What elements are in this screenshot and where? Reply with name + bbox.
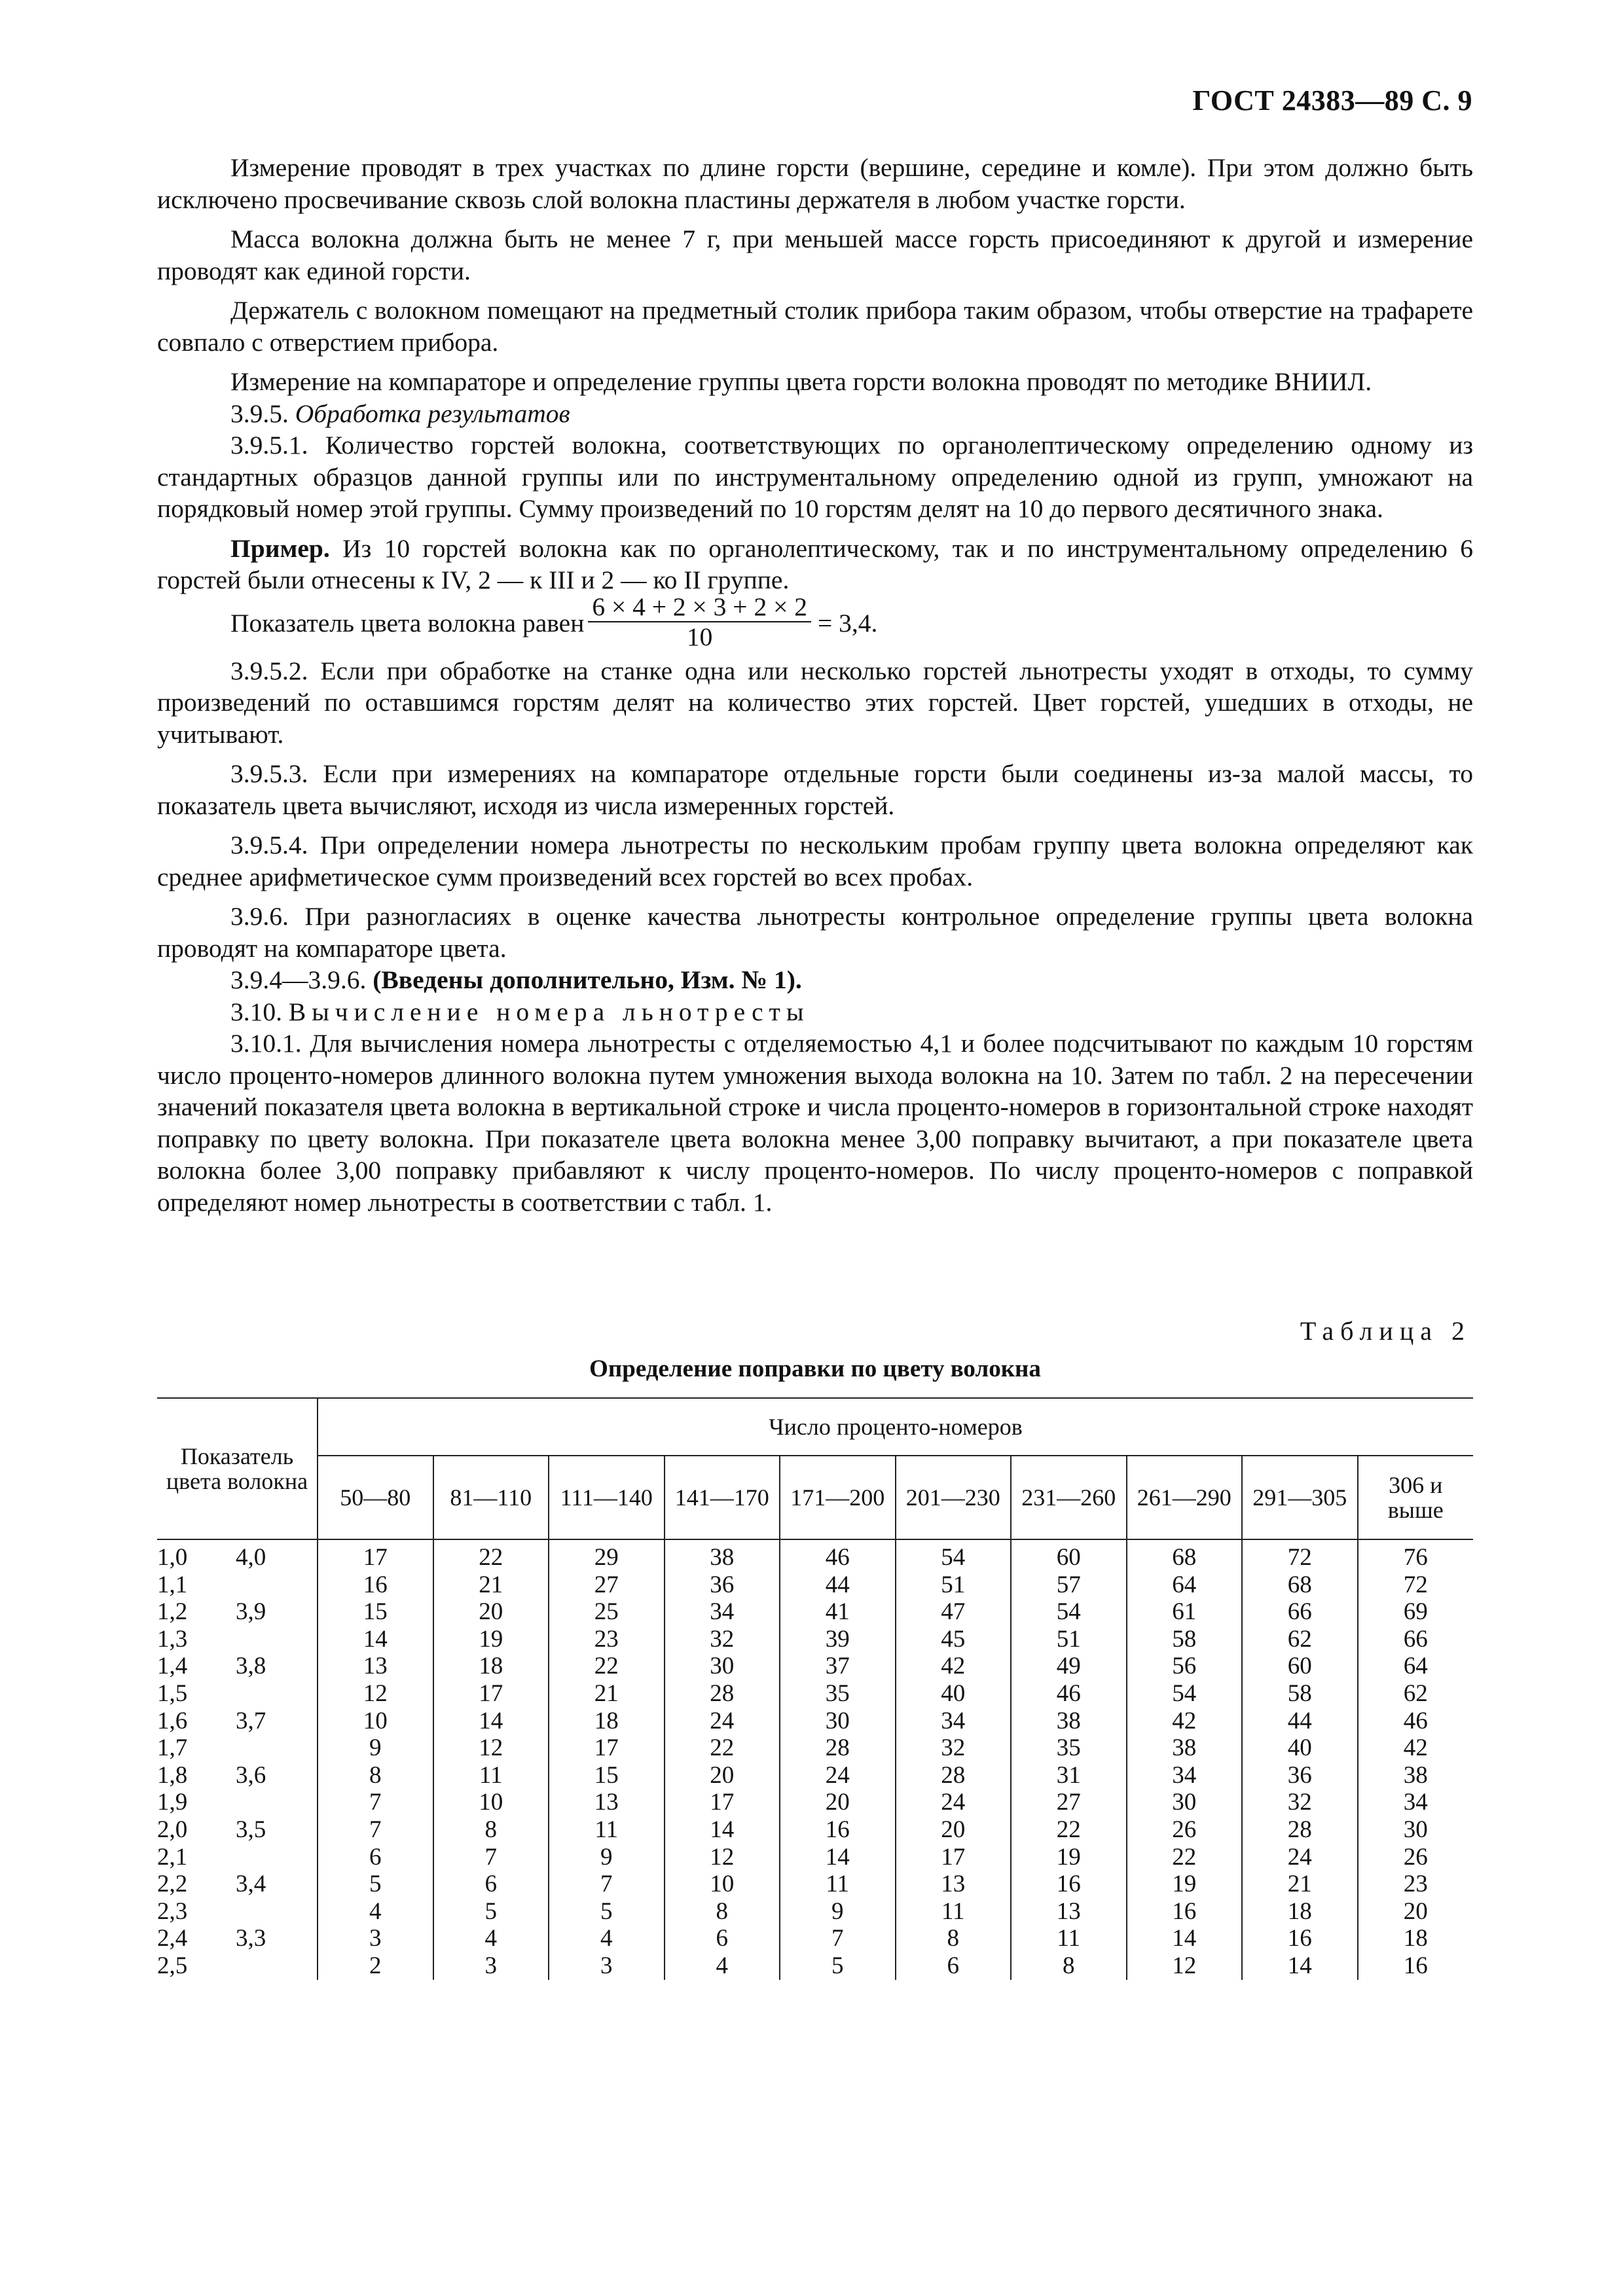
correction-value: 18 (1358, 1925, 1474, 1952)
correction-value: 54 (1127, 1680, 1243, 1708)
correction-value: 20 (665, 1762, 780, 1789)
section-title: Обработка результатов (295, 399, 570, 428)
correction-value: 32 (1242, 1789, 1358, 1816)
color-index: 1,8 (157, 1761, 188, 1789)
correction-value: 32 (665, 1626, 780, 1653)
correction-value: 45 (896, 1626, 1012, 1653)
correction-value: 47 (896, 1598, 1012, 1626)
correction-value: 22 (1011, 1816, 1127, 1844)
correction-value: 18 (1242, 1898, 1358, 1926)
paragraph: 3.9.5.3. Если при измерениях на компараторе отдельные горсти были соединены из-за малой массы, то показатель цвета вычисляют, исходя из числа измеренных горстей. (157, 759, 1473, 820)
paragraph: 3.9.5.4. При определении номера льнотресты по нескольким пробам группу цвета волокна определяют как среднее арифметическое сумм произведений всех горстей во всех пробах. (157, 831, 1473, 891)
color-index-alt: 3,6 (236, 1761, 266, 1789)
correction-value: 42 (1127, 1708, 1243, 1735)
correction-value: 13 (318, 1653, 433, 1680)
correction-value: 6 (318, 1844, 433, 1871)
correction-value: 12 (433, 1734, 549, 1762)
correction-value: 26 (1358, 1844, 1474, 1871)
correction-value: 24 (1242, 1844, 1358, 1871)
correction-value: 17 (665, 1789, 780, 1816)
color-index: 2,3 (157, 1897, 188, 1925)
color-correction-table (157, 1397, 1473, 1980)
amendment-note (157, 964, 1473, 996)
correction-value: 23 (549, 1626, 665, 1653)
correction-value: 16 (318, 1571, 433, 1599)
correction-value: 51 (1011, 1626, 1127, 1653)
column-header: 111—140 (549, 1456, 665, 1539)
correction-value: 26 (1127, 1816, 1243, 1844)
correction-value: 62 (1242, 1626, 1358, 1653)
correction-value: 7 (318, 1789, 433, 1816)
correction-value: 19 (1127, 1871, 1243, 1898)
example-label: Пример. (230, 533, 330, 563)
table-row (157, 1571, 1473, 1599)
color-index: 2,1 (157, 1843, 188, 1871)
color-index: 1,0 (157, 1544, 188, 1571)
table-row (157, 1844, 1473, 1871)
table-row (157, 1626, 1473, 1653)
correction-value: 8 (896, 1925, 1012, 1952)
color-index: 1,5 (157, 1679, 188, 1707)
color-index: 2,2 (157, 1871, 188, 1898)
correction-value: 58 (1242, 1680, 1358, 1708)
correction-value: 22 (433, 1539, 549, 1571)
correction-value: 8 (433, 1816, 549, 1844)
color-index: 1,7 (157, 1734, 188, 1762)
color-index-cell (157, 1708, 318, 1735)
correction-value: 36 (1242, 1762, 1358, 1789)
color-index-cell (157, 1734, 318, 1762)
correction-value: 35 (780, 1680, 896, 1708)
color-index-cell (157, 1539, 318, 1571)
correction-value: 3 (318, 1925, 433, 1952)
correction-value: 14 (780, 1844, 896, 1871)
correction-value: 69 (1358, 1598, 1474, 1626)
correction-value: 13 (1011, 1898, 1127, 1926)
correction-value: 18 (433, 1653, 549, 1680)
correction-value: 28 (1242, 1816, 1358, 1844)
paragraph: Держатель с волокном помещают на предметный столик прибора таким образом, чтобы отверстие на трафарете совпало с отверстием прибора. (157, 296, 1473, 357)
correction-value: 56 (1127, 1653, 1243, 1680)
paragraph: Измерение на компараторе и определение группы цвета горсти волокна проводят по методике ВНИИЛ. (230, 367, 1372, 396)
correction-value: 9 (780, 1898, 896, 1926)
color-index-cell (157, 1762, 318, 1789)
correction-value: 72 (1242, 1539, 1358, 1571)
correction-value: 8 (1011, 1952, 1127, 1980)
page-header: ГОСТ 24383—89 С. 9 (1192, 84, 1472, 117)
table-row (157, 1708, 1473, 1735)
table-row (157, 1952, 1473, 1980)
table-row (157, 1680, 1473, 1708)
correction-value: 27 (1011, 1789, 1127, 1816)
table-label: Таблица 2 (1300, 1316, 1471, 1346)
correction-value: 7 (780, 1925, 896, 1952)
correction-value: 5 (318, 1871, 433, 1898)
color-index-cell (157, 1789, 318, 1816)
paragraph: 3.9.5.2. Если при обработке на станке одна или несколько горстей льнотресты уходят в отходы, то сумму произведений по оставшимся горстям делят на количество этих горстей. Цвет горстей, ушедших в отходы, не учитывают. (157, 656, 1473, 749)
correction-value: 4 (549, 1925, 665, 1952)
correction-value: 17 (318, 1539, 433, 1571)
correction-value: 11 (1011, 1925, 1127, 1952)
correction-value: 35 (1011, 1734, 1127, 1762)
correction-value: 72 (1358, 1571, 1474, 1599)
correction-value: 29 (549, 1539, 665, 1571)
correction-value: 46 (1011, 1680, 1127, 1708)
color-index-cell (157, 1626, 318, 1653)
correction-value: 28 (780, 1734, 896, 1762)
correction-value: 64 (1358, 1653, 1474, 1680)
correction-value: 20 (896, 1816, 1012, 1844)
correction-value: 30 (665, 1653, 780, 1680)
correction-value: 42 (896, 1653, 1012, 1680)
correction-value: 68 (1127, 1539, 1243, 1571)
correction-value: 5 (433, 1898, 549, 1926)
example-text: Из 10 горстей волокна как по органолептическому, так и по инструментальному определению 6 горстей были отнесены к IV, 2 — к III и 2 — ко II группе. (157, 533, 1473, 594)
correction-value: 54 (1011, 1598, 1127, 1626)
correction-value: 6 (896, 1952, 1012, 1980)
table-row (157, 1789, 1473, 1816)
correction-value: 44 (780, 1571, 896, 1599)
correction-value: 46 (1358, 1708, 1474, 1735)
correction-value: 30 (780, 1708, 896, 1735)
section-number: 3.9.5. (230, 399, 295, 428)
correction-value: 4 (318, 1898, 433, 1926)
section-heading (157, 996, 1473, 1028)
column-header: 171—200 (780, 1456, 896, 1539)
correction-value: 38 (1011, 1708, 1127, 1735)
color-index: 1,4 (157, 1653, 188, 1680)
correction-value: 40 (1242, 1734, 1358, 1762)
correction-value: 36 (665, 1571, 780, 1599)
correction-value: 22 (549, 1653, 665, 1680)
color-index: 1,1 (157, 1571, 188, 1598)
body-text (157, 152, 1473, 1218)
table-row (157, 1816, 1473, 1844)
color-index-cell (157, 1871, 318, 1898)
correction-value: 31 (1011, 1762, 1127, 1789)
table-row (157, 1653, 1473, 1680)
table-row (157, 1734, 1473, 1762)
table-row (157, 1539, 1473, 1571)
correction-value: 38 (1127, 1734, 1243, 1762)
correction-value: 9 (549, 1844, 665, 1871)
color-index: 2,5 (157, 1952, 188, 1979)
correction-value: 7 (433, 1844, 549, 1871)
correction-value: 19 (433, 1626, 549, 1653)
column-header: 81—110 (433, 1456, 549, 1539)
correction-value: 10 (433, 1789, 549, 1816)
correction-value: 34 (665, 1598, 780, 1626)
correction-value: 13 (549, 1789, 665, 1816)
correction-value: 5 (780, 1952, 896, 1980)
correction-value: 34 (896, 1708, 1012, 1735)
correction-value: 17 (549, 1734, 665, 1762)
correction-value: 11 (896, 1898, 1012, 1926)
color-index-cell (157, 1571, 318, 1599)
correction-value: 34 (1127, 1762, 1243, 1789)
correction-value: 57 (1011, 1571, 1127, 1599)
color-index-cell (157, 1598, 318, 1626)
correction-value: 20 (780, 1789, 896, 1816)
correction-value: 12 (665, 1844, 780, 1871)
paragraph: 3.10.1. Для вычисления номера льнотресты с отделяемостью 4,1 и более подсчитывают по каждым 10 горстям число процентo-номеров длинного волокна путем умножения выхода волокна на 10. Затем по табл. 2 на пересечении значений показателя цвета волокна в вертикальной строке и числа процентo-номеров в горизонтальной строке находят поправку по цвету волокна. При показателе цвета волокна менее 3,00 поправку вычитают, а при показателе цвета волокна более 3,00 поправку прибавляют к числу процентo-номеров. По числу процентo-номеров с поправкой определяют номер льнотресты в соответствии с табл. 1. (157, 1029, 1473, 1217)
correction-value: 21 (433, 1571, 549, 1599)
formula-numerator: 6 × 4 + 2 × 3 + 2 × 2 (588, 592, 811, 622)
correction-value: 61 (1127, 1598, 1243, 1626)
color-index: 1,2 (157, 1598, 188, 1626)
correction-value: 30 (1358, 1816, 1474, 1844)
correction-value: 11 (549, 1816, 665, 1844)
correction-value: 38 (1358, 1762, 1474, 1789)
correction-value: 68 (1242, 1571, 1358, 1599)
color-index-alt: 3,3 (236, 1925, 266, 1952)
correction-value: 42 (1358, 1734, 1474, 1762)
correction-value: 64 (1127, 1571, 1243, 1599)
correction-value: 60 (1011, 1539, 1127, 1571)
correction-value: 19 (1011, 1844, 1127, 1871)
correction-value: 11 (780, 1871, 896, 1898)
correction-value: 4 (665, 1952, 780, 1980)
table-title: Определение поправки по цвету волокна (589, 1355, 1041, 1382)
correction-value: 44 (1242, 1708, 1358, 1735)
correction-value: 21 (1242, 1871, 1358, 1898)
paragraph: Измерение проводят в трех участках по длине горсти (вершине, середине и комле). При этом должно быть исключено просвечивание сквозь слой волокна пластины держателя в любом участке горсти. (157, 153, 1473, 214)
correction-value: 2 (318, 1952, 433, 1980)
column-header: 291—305 (1242, 1456, 1358, 1539)
correction-value: 49 (1011, 1653, 1127, 1680)
formula-denominator: 10 (686, 622, 713, 651)
table-header-row (157, 1398, 1473, 1456)
correction-value: 28 (665, 1680, 780, 1708)
color-index: 2,0 (157, 1816, 188, 1843)
correction-value: 32 (896, 1734, 1012, 1762)
correction-value: 14 (318, 1626, 433, 1653)
row-header: Показатель цвета волокна (157, 1398, 318, 1539)
correction-value: 22 (665, 1734, 780, 1762)
amendment-range: 3.9.4—3.9.6. (230, 965, 373, 994)
color-index-cell (157, 1952, 318, 1980)
correction-value: 28 (896, 1762, 1012, 1789)
column-header: 231—260 (1011, 1456, 1127, 1539)
correction-value: 41 (780, 1598, 896, 1626)
correction-value: 16 (1358, 1952, 1474, 1980)
correction-value: 10 (318, 1708, 433, 1735)
correction-value: 13 (896, 1871, 1012, 1898)
correction-value: 66 (1358, 1626, 1474, 1653)
correction-value: 16 (1011, 1871, 1127, 1898)
color-index: 1,9 (157, 1789, 188, 1816)
column-header: 201—230 (896, 1456, 1012, 1539)
correction-value: 24 (665, 1708, 780, 1735)
correction-value: 16 (780, 1816, 896, 1844)
color-index-alt: 4,0 (236, 1544, 266, 1571)
correction-value: 14 (1127, 1925, 1243, 1952)
correction-value: 62 (1358, 1680, 1474, 1708)
correction-value: 5 (549, 1898, 665, 1926)
correction-value: 37 (780, 1653, 896, 1680)
correction-value: 3 (433, 1952, 549, 1980)
paragraph: 3.9.6. При разногласиях в оценке качества льнотресты контрольное определение группы цвета волокна проводят на компараторе цвета. (157, 902, 1473, 963)
correction-value: 22 (1127, 1844, 1243, 1871)
correction-value: 58 (1127, 1626, 1243, 1653)
correction-value: 17 (896, 1844, 1012, 1871)
amendment-text: (Введены дополнительно, Изм. № 1). (373, 965, 802, 994)
example-paragraph (157, 533, 1473, 596)
paragraph: 3.9.5.1. Количество горстей волокна, соответствующих по органолептическому определению одному из стандартных образцов данной группы или по инструментальному определению одной из групп, умножают на порядковый номер этой группы. Сумму произведений по 10 горстям делят на 10 до первого десятичного знака. (157, 431, 1473, 523)
color-index-alt: 3,5 (236, 1816, 266, 1843)
formula-fraction (588, 592, 811, 651)
correction-value: 34 (1358, 1789, 1474, 1816)
color-index: 1,3 (157, 1625, 188, 1653)
correction-value: 20 (433, 1598, 549, 1626)
table-row (157, 1925, 1473, 1952)
correction-value: 8 (318, 1762, 433, 1789)
color-index-alt: 3,8 (236, 1653, 266, 1680)
correction-value: 4 (433, 1925, 549, 1952)
correction-value: 20 (1358, 1898, 1474, 1926)
table-row (157, 1762, 1473, 1789)
correction-value: 24 (780, 1762, 896, 1789)
correction-value: 24 (896, 1789, 1012, 1816)
correction-value: 15 (318, 1598, 433, 1626)
correction-value: 46 (780, 1539, 896, 1571)
color-index: 2,4 (157, 1925, 188, 1952)
correction-value: 27 (549, 1571, 665, 1599)
table-row (157, 1871, 1473, 1898)
correction-value: 7 (549, 1871, 665, 1898)
color-index-cell (157, 1898, 318, 1926)
correction-value: 6 (433, 1871, 549, 1898)
formula-line (157, 592, 1473, 655)
correction-value: 18 (549, 1708, 665, 1735)
correction-value: 54 (896, 1539, 1012, 1571)
correction-value: 76 (1358, 1539, 1474, 1571)
correction-value: 15 (549, 1762, 665, 1789)
correction-value: 14 (665, 1816, 780, 1844)
color-index: 1,6 (157, 1707, 188, 1734)
color-index-cell (157, 1653, 318, 1680)
paragraph: Масса волокна должна быть не менее 7 г, при меньшей массе горсть присоединяют к другой и измерение проводят как единой горсти. (157, 224, 1473, 285)
correction-value: 8 (665, 1898, 780, 1926)
correction-value: 16 (1127, 1898, 1243, 1926)
column-header: 50—80 (318, 1456, 433, 1539)
correction-value: 66 (1242, 1598, 1358, 1626)
correction-value: 12 (1127, 1952, 1243, 1980)
column-header: 141—170 (665, 1456, 780, 1539)
correction-value: 60 (1242, 1653, 1358, 1680)
color-index-alt: 3,4 (236, 1871, 266, 1898)
correction-value: 11 (433, 1762, 549, 1789)
correction-value: 14 (433, 1708, 549, 1735)
color-index-alt: 3,9 (236, 1598, 266, 1626)
correction-value: 25 (549, 1598, 665, 1626)
column-header: 306 и выше (1358, 1456, 1474, 1539)
section-title: Вычисление номера льнотресты (288, 997, 810, 1026)
formula-lead: Показатель цвета волокна равен (230, 608, 585, 637)
correction-value: 21 (549, 1680, 665, 1708)
correction-value: 51 (896, 1571, 1012, 1599)
table-body (157, 1539, 1473, 1980)
table-row (157, 1598, 1473, 1626)
correction-value: 7 (318, 1816, 433, 1844)
correction-value: 17 (433, 1680, 549, 1708)
section-heading (157, 398, 1473, 430)
column-header: 261—290 (1127, 1456, 1243, 1539)
correction-value: 9 (318, 1734, 433, 1762)
color-index-cell (157, 1844, 318, 1871)
range-header-row (157, 1456, 1473, 1539)
correction-value: 16 (1242, 1925, 1358, 1952)
color-index-cell (157, 1680, 318, 1708)
color-index-alt: 3,7 (236, 1707, 266, 1734)
group-header: Число процентo-номеров (318, 1398, 1473, 1456)
correction-value: 12 (318, 1680, 433, 1708)
correction-value: 23 (1358, 1871, 1474, 1898)
correction-value: 39 (780, 1626, 896, 1653)
correction-value: 14 (1242, 1952, 1358, 1980)
correction-value: 6 (665, 1925, 780, 1952)
formula-result: = 3,4. (817, 608, 878, 637)
section-number: 3.10. (230, 997, 289, 1026)
correction-value: 30 (1127, 1789, 1243, 1816)
correction-value: 40 (896, 1680, 1012, 1708)
correction-value: 38 (665, 1539, 780, 1571)
table-row (157, 1898, 1473, 1926)
color-index-cell (157, 1925, 318, 1952)
correction-value: 10 (665, 1871, 780, 1898)
correction-value: 3 (549, 1952, 665, 1980)
color-index-cell (157, 1816, 318, 1844)
